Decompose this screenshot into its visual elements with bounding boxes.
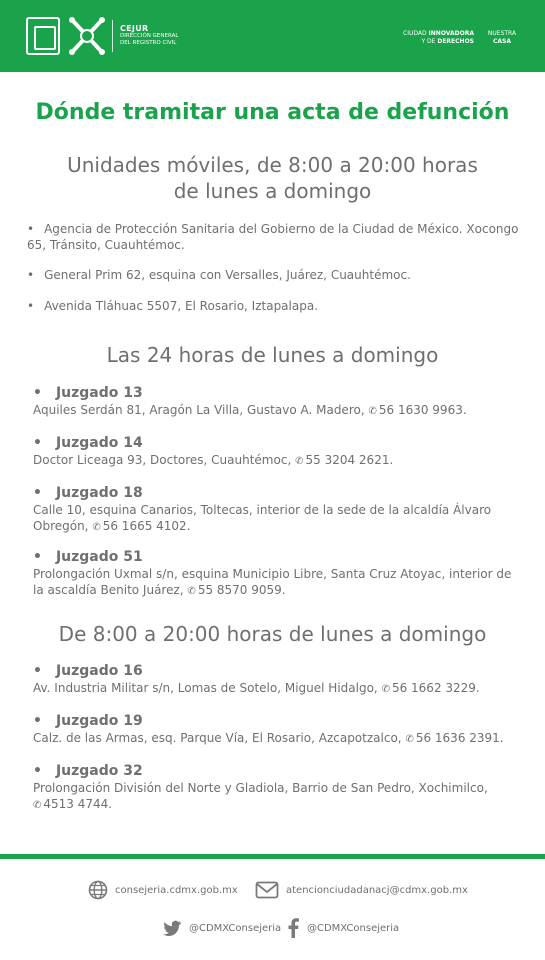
- email-text: atencionciudadanacj@cdmx.gob.mx: [286, 884, 468, 896]
- section1-heading-line1: Unidades móviles, de 8:00 a 20:00 horas: [67, 153, 478, 177]
- twitter-icon: [162, 918, 182, 938]
- footer-divider: [0, 854, 545, 859]
- court-entry: • Juzgado 51 Prolongación Uxmal s/n, esquina Municipio Libre, Santa Cruz Atoyac, interior de la ascaldía Benito Juárez, ✆ 55 8570 9059.: [33, 549, 512, 597]
- court-address: Calz. de las Armas, esq. Parque Vía, El Rosario, Azcapotzalco,: [33, 731, 402, 745]
- court-phone: 56 1636 2391.: [415, 731, 504, 745]
- section1-heading-line2: de lunes a domingo: [173, 179, 372, 203]
- website-text: consejeria.cdmx.gob.mx: [115, 884, 238, 896]
- court-phone: 55 8570 9059.: [197, 583, 286, 597]
- phone-icon: ✆: [405, 734, 414, 745]
- court-name: Juzgado 32: [55, 763, 143, 779]
- court-address: Aquiles Serdán 81, Aragón La Villa, Gustavo A. Madero,: [33, 403, 365, 417]
- court-phone: 55 3204 2621.: [305, 453, 394, 467]
- court-phone: 56 1665 4102.: [102, 519, 191, 533]
- twitter-text: @CDMXConsejeria: [189, 922, 282, 934]
- list-item: • General Prim 62, esquina con Versalles, Juárez, Cuauhtémoc.: [27, 268, 411, 282]
- globe-icon: [88, 880, 108, 900]
- facebook-icon: [286, 918, 300, 938]
- cejur-sub1: DIRECCIÓN GENERAL: [120, 33, 179, 39]
- phone-icon: ✆: [381, 684, 390, 695]
- shield-icon: [26, 17, 60, 55]
- phone-icon: ✆: [187, 586, 196, 597]
- court-name: Juzgado 16: [55, 663, 143, 679]
- header-bar: [0, 0, 545, 72]
- phone-icon: ✆: [295, 456, 304, 467]
- court-entry: • Juzgado 16 Av. Industria Militar s/n, Lomas de Sotelo, Miguel Hidalgo, ✆ 56 1662 3229.: [33, 663, 480, 695]
- court-address: Prolongación Uxmal s/n, esquina Municipio Libre, Santa Cruz Atoyac, interior de la ascaldía Benito Juárez,: [33, 567, 512, 597]
- court-address: Av. Industria Militar s/n, Lomas de Sotelo, Miguel Hidalgo,: [33, 681, 378, 695]
- court-name: Juzgado 19: [55, 713, 143, 729]
- court-address: Prolongación División del Norte y Gladiola, Barrio de San Pedro, Xochimilco,: [33, 781, 488, 795]
- nuestra-casa-badge: [484, 30, 520, 46]
- court-phone: 56 1662 3229.: [391, 681, 480, 695]
- court-phone: 4513 4744.: [43, 797, 113, 811]
- phone-icon: ✆: [33, 800, 42, 811]
- facebook-link[interactable]: [286, 918, 399, 938]
- email-link[interactable]: [255, 880, 468, 900]
- court-name: Juzgado 13: [55, 385, 143, 401]
- court-address: Calle 10, esquina Canarios, Toltecas, interior de la sede de la alcaldía Álvaro Obregón,: [33, 503, 492, 533]
- cejur-label: [120, 24, 178, 47]
- phone-icon: ✆: [92, 522, 101, 533]
- court-entry: • Juzgado 14 Doctor Liceaga 93, Doctores, Cuauhtémoc, ✆ 55 3204 2621.: [33, 435, 394, 467]
- badge2-line1: NUESTRA: [487, 30, 517, 37]
- section2-heading: Las 24 horas de lunes a domingo: [106, 343, 439, 367]
- list-item-text: Agencia de Protección Sanitaria del Gobierno de la Ciudad de México. Xocongo 65, Tránsito, Cuauhtémoc.: [27, 222, 519, 252]
- court-address: Doctor Liceaga 93, Doctores, Cuauhtémoc,: [33, 453, 292, 467]
- court-name: Juzgado 51: [55, 549, 143, 565]
- cejur-sub2: DEL REGISTRO CIVIL: [120, 40, 177, 46]
- ciudad-innovadora-badge: [382, 30, 474, 46]
- badge2-line2: CASA: [492, 38, 511, 45]
- page-title: Dónde tramitar una acta de defunción: [35, 100, 510, 125]
- court-entry: • Juzgado 19 Calz. de las Armas, esq. Parque Vía, El Rosario, Azcapotzalco, ✆ 56 1636 2391.: [33, 713, 504, 745]
- facebook-text: @CDMXConsejeria: [307, 922, 400, 934]
- mail-icon: [255, 880, 279, 900]
- list-item-text: General Prim 62, esquina con Versalles, Juárez, Cuauhtémoc.: [44, 268, 411, 282]
- court-entry: • Juzgado 32 Prolongación División del Norte y Gladiola, Barrio de San Pedro, Xochimilco, ✆ 4513 4744.: [33, 763, 488, 811]
- court-entry: • Juzgado 13 Aquiles Serdán 81, Aragón La Villa, Gustavo A. Madero, ✆ 56 1630 9963.: [33, 385, 467, 417]
- badge-line2-b: DERECHOS: [437, 38, 474, 45]
- list-item-text: Avenida Tláhuac 5507, El Rosario, Iztapalapa.: [44, 299, 319, 313]
- cejur-title: CEJUR: [120, 24, 149, 33]
- list-item: • Agencia de Protección Sanitaria del Gobierno de la Ciudad de México. Xocongo 65, Tránsito, Cuauhtémoc.: [27, 222, 519, 252]
- court-entry: • Juzgado 18 Calle 10, esquina Canarios, Toltecas, interior de la sede de la alcaldía Álvaro Obregón, ✆ 56 1665 4102.: [33, 485, 492, 533]
- website-link[interactable]: [88, 880, 238, 900]
- twitter-link[interactable]: [162, 918, 281, 938]
- phone-icon: ✆: [368, 406, 377, 417]
- court-name: Juzgado 18: [55, 485, 143, 501]
- header-divider: [112, 20, 113, 52]
- cdmx-logo-icon: [66, 14, 108, 58]
- court-name: Juzgado 14: [55, 435, 143, 451]
- section3-heading: De 8:00 a 20:00 horas de lunes a domingo: [58, 622, 487, 646]
- court-phone: 56 1630 9963.: [378, 403, 467, 417]
- badge-line1-b: INNOVADORA: [428, 30, 474, 37]
- badge-line2-a: Y DE: [421, 38, 438, 45]
- badge-line1-a: CIUDAD: [403, 30, 429, 37]
- list-item: • Avenida Tláhuac 5507, El Rosario, Iztapalapa.: [27, 299, 319, 313]
